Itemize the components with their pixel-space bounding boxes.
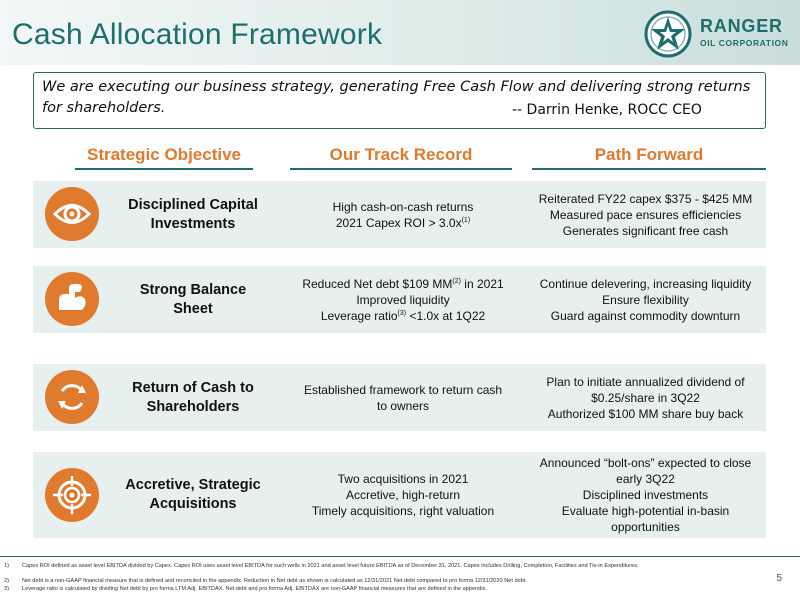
path-forward-cell: Announced “bolt-ons” expected to close early 3Q22 Disciplined investments Evaluate high-potential in-basin opportunities [539, 456, 752, 534]
flexed-arm-icon [45, 272, 99, 326]
target-icon [45, 468, 99, 522]
path-forward-cell: Plan to initiate annualized dividend of $0.25/share in 3Q22 Authorized $100 MM share buy back [546, 374, 745, 421]
company-logo [644, 10, 794, 58]
column-header-objective: Strategic Objective [75, 140, 253, 170]
column-header-path-forward: Path Forward [532, 140, 766, 170]
logo-name: RANGER [700, 16, 783, 36]
objective-label: Disciplined Capital Investments [128, 196, 258, 232]
column-header-track-record: Our Track Record [290, 140, 512, 170]
page-number: 5 [776, 573, 782, 584]
footnotes [0, 556, 800, 600]
footnote-3: 3) Leverage ratio is calculated by dividing Net debt by pro forma LTM Adj. EBITDAX. Net debt and pro forma Adj. EBITDAX are non-GAAP financial measures that are defined in the appendix. [4, 586, 487, 592]
track-record-cell: High cash-on-cash returns 2021 Capex ROI > $3.0x^{(1)}$ [332, 199, 474, 230]
path-forward-cell: Reiterated FY22 capex $375 - $425 MM Measured pace ensures efficiencies Generates significant free cash [538, 191, 753, 238]
track-record-cell: Two acquisitions in 2021 Accretive, high-return Timely acquisitions, right valuation [311, 472, 495, 518]
table-row-acquisitions [33, 452, 766, 538]
path-forward-cell: Continue delevering, increasing liquidity Ensure flexibility Guard against commodity downturn [539, 276, 752, 323]
table-row-balance-sheet [33, 266, 766, 333]
track-record-cell: Established framework to return cash to owners [303, 382, 503, 413]
page-title: Cash Allocation Framework [12, 18, 383, 51]
objective-label: Return of Cash to Shareholders [132, 379, 254, 415]
track-record-cell: Reduced Net debt $109 MM$^{(2)}$ in 2021 Improved liquidity Leverage ratio$^{(3)}$ <1.0x at 1Q22 [302, 276, 504, 323]
quote-text: We are executing our business strategy, generating Free Cash Flow and delivering strong returns for shareholders. [42, 79, 751, 116]
table-row-capital [33, 181, 766, 248]
quote-box [33, 72, 766, 129]
quote-author: -- Darrin Henke, ROCC CEO [512, 102, 702, 118]
eye-icon [45, 187, 99, 241]
logo-subtitle: OIL CORPORATION [700, 38, 789, 48]
footnote-1: 1) Capex ROI defined as asset level EBITDA divided by Capex. Capex ROI uses asset level EBITDA for such wells in 2021 and asset level future EBITDA as of December 31, 2021. Capex includes Drilling, Completion, Facilities and Tie-in Expenditures. [4, 563, 639, 569]
objective-label: Accretive, Strategic Acquisitions [125, 477, 261, 512]
star-emblem-icon [644, 10, 692, 58]
table-row-return-of-cash [33, 364, 766, 431]
circular-arrows-icon [45, 370, 99, 424]
footnote-2: 2) Net debt is a non-GAAP financial measure that is defined and reconciled in the appendix. Reduction in Net debt as shown is calculated as 12/31/2021 Net debt compared to pro forma 12/31/2020 Net debt. [4, 578, 527, 584]
objective-label: Strong Balance Sheet [139, 281, 247, 317]
